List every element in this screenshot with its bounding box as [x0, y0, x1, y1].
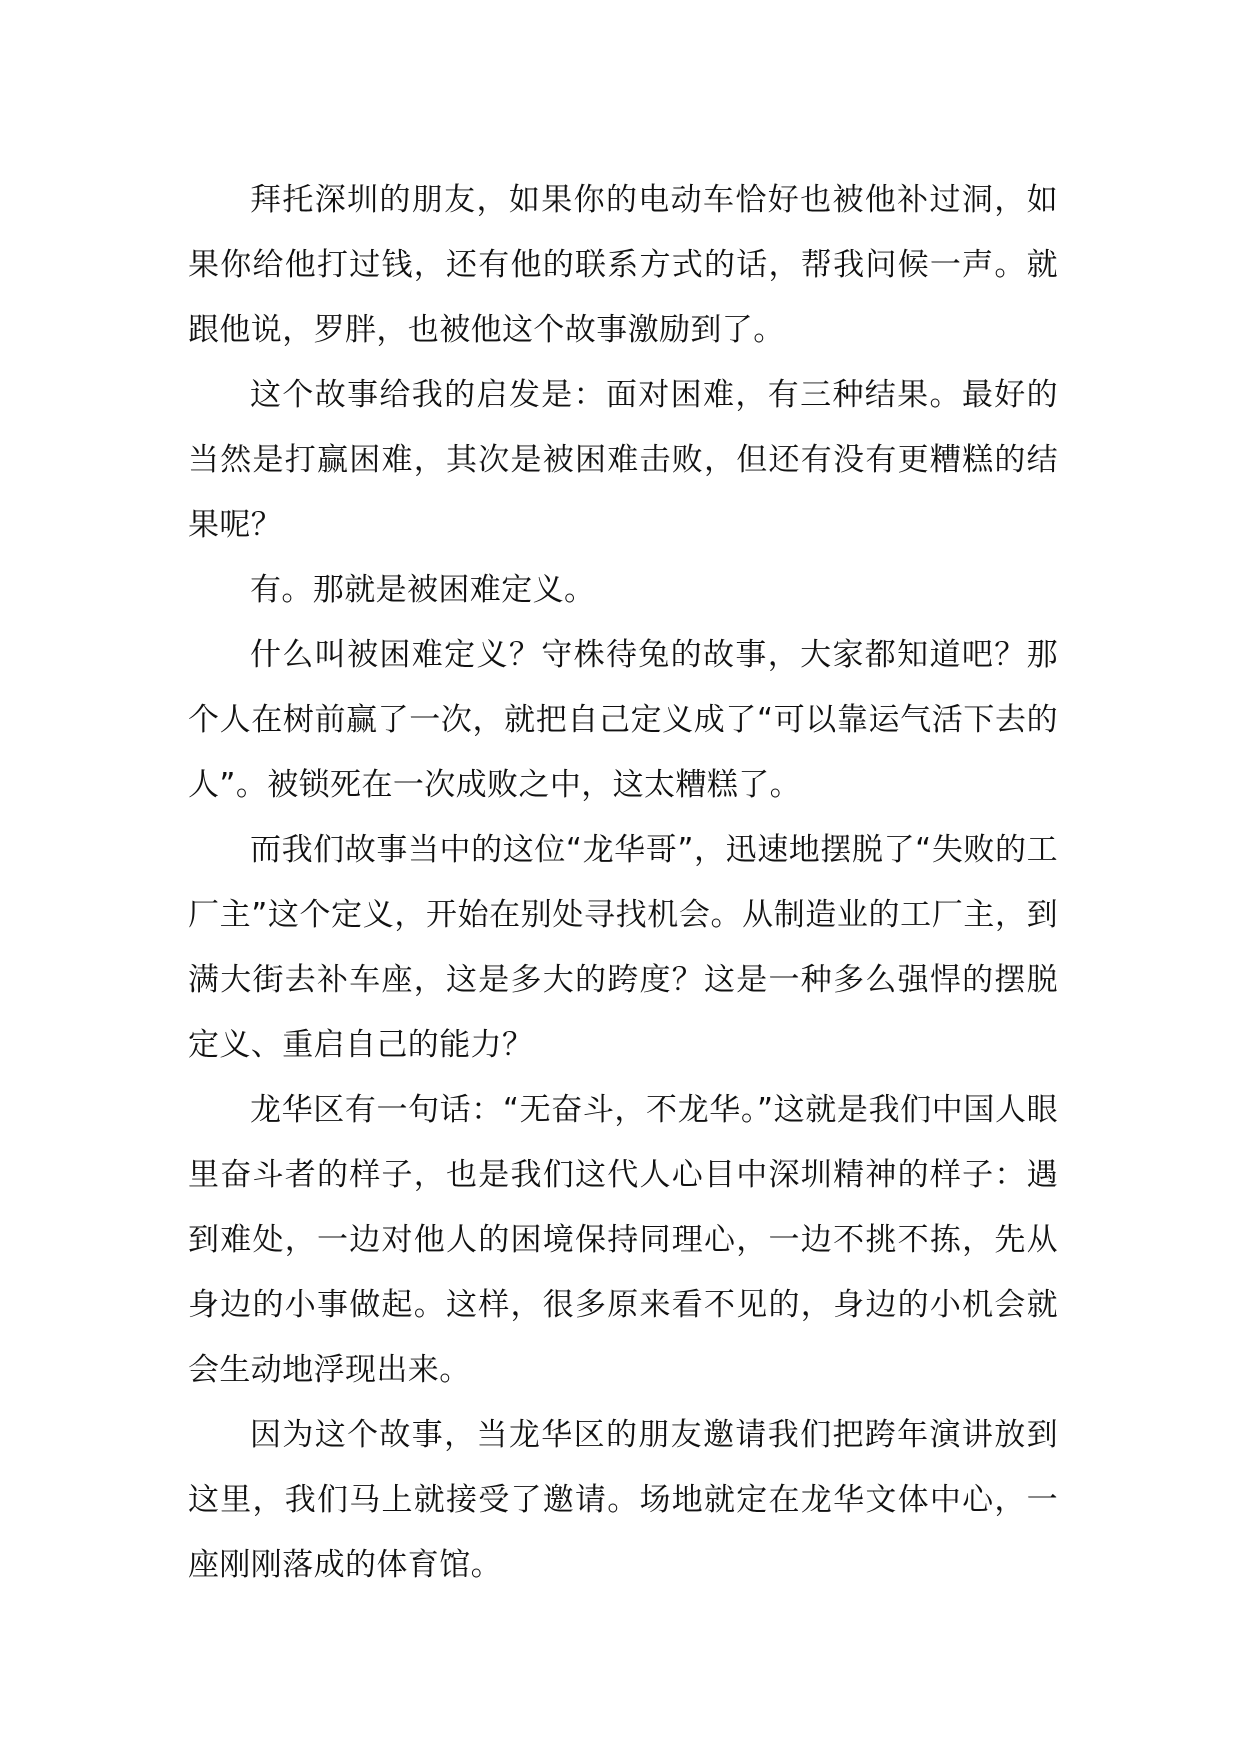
paragraph: 龙华区有一句话：“无奋斗，不龙华。”这就是我们中国人眼里奋斗者的样子，也是我们这代人心目中深圳精神的样子：遇到难处，一边对他人的困境保持同理心，一边不挑不拣，先从身边的小事做起。这样，很多原来看不见的，身边的小机会就会生动地浮现出来。 — [188, 1092, 1058, 1388]
paragraph: 拜托深圳的朋友，如果你的电动车恰好也被他补过洞，如果你给他打过钱，还有他的联系方式的话，帮我问候一声。就跟他说，罗胖，也被他这个故事激励到了。 — [188, 182, 1058, 348]
document-body — [188, 168, 1058, 1598]
paragraph: 这个故事给我的启发是：面对困难，有三种结果。最好的当然是打赢困难，其次是被困难击败，但还有没有更糟糕的结果呢？ — [188, 377, 1058, 543]
paragraph: 因为这个故事，当龙华区的朋友邀请我们把跨年演讲放到这里，我们马上就接受了邀请。场地就定在龙华文体中心，一座刚刚落成的体育馆。 — [188, 1417, 1058, 1583]
paragraph: 什么叫被困难定义？守株待兔的故事，大家都知道吧？那个人在树前赢了一次，就把自己定义成了“可以靠运气活下去的人”。被锁死在一次成败之中，这太糟糕了。 — [188, 637, 1058, 803]
paragraph: 而我们故事当中的这位“龙华哥”，迅速地摆脱了“失败的工厂主”这个定义，开始在别处寻找机会。从制造业的工厂主，到满大街去补车座，这是多大的跨度？这是一种多么强悍的摆脱定义、重启自己的能力？ — [188, 832, 1058, 1063]
paragraph: 有。那就是被困难定义。 — [250, 572, 596, 608]
